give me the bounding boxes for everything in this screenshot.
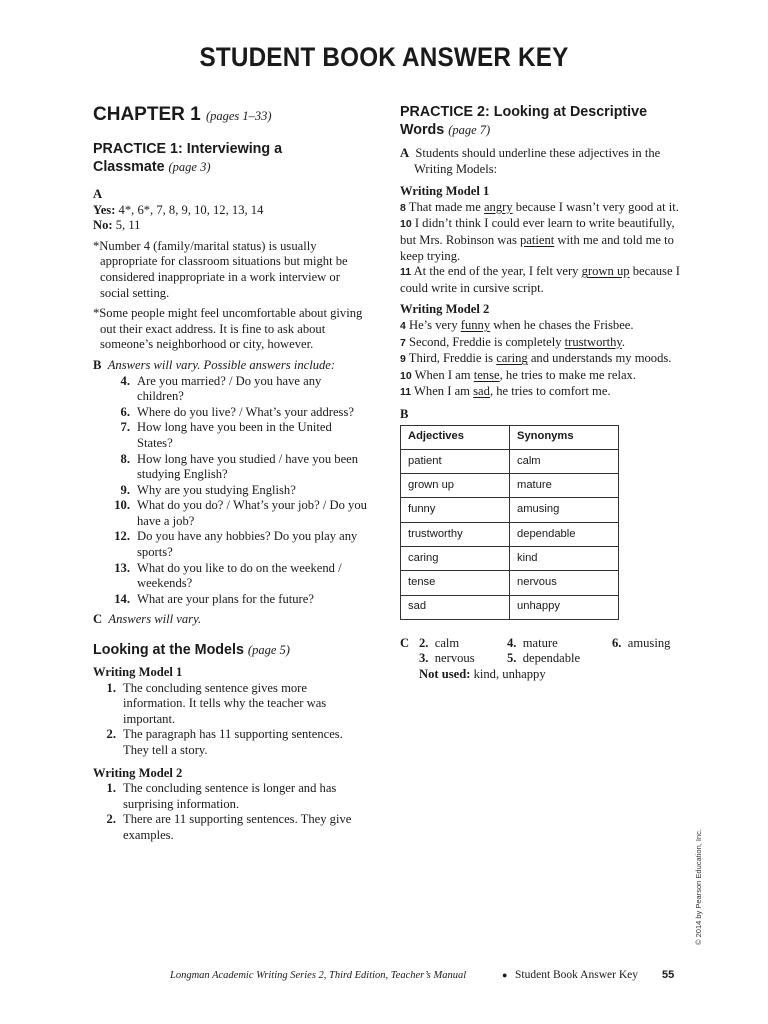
model-sentence (400, 384, 690, 401)
sentence-before: When I am (414, 384, 474, 399)
list-item (93, 452, 368, 483)
note-address: *Some people might feel uncomfortable about giving out their exact address. It is fine to ask about someone’s neighborhood or city, however. (93, 306, 363, 352)
underlined-adjective: angry (483, 199, 513, 214)
c-answer (419, 636, 459, 652)
sentence-after: with me and told me to keep trying. (400, 232, 674, 263)
synonym-cell: calm (510, 449, 619, 473)
adjective-cell: grown up (401, 474, 510, 498)
models-pages: (page 5) (247, 643, 290, 658)
table-row (401, 522, 619, 546)
practice1-c-text: Answers will vary. (108, 612, 202, 627)
sentence-before: Third, Freddie is (408, 351, 497, 366)
left-column (93, 103, 368, 844)
note-family-status: *Number 4 (family/marital status) is usually appropriate for classroom situations but might be considered inappropriate in a work interview or social setting. (93, 238, 348, 300)
sentence-number: 8 (400, 201, 406, 214)
models-title: Looking at the Models (93, 642, 244, 659)
c-answer (507, 636, 558, 652)
list-item-number: 7. (120, 420, 130, 435)
sentence-after: , he tries to comfort me. (489, 384, 611, 399)
list-item-number: 1. (106, 781, 116, 796)
list-item (93, 561, 368, 592)
c-answer-num: 2. (419, 635, 429, 650)
sentence-before: That made me (408, 199, 484, 214)
sentence-number: 7 (400, 336, 406, 349)
practice1-b-label: B (93, 357, 102, 372)
practice1-title-line1: PRACTICE 1: Interviewing a (93, 141, 283, 157)
underlined-adjective: grown up (581, 264, 630, 279)
model-sentence (400, 335, 690, 352)
model-sentence (400, 351, 690, 368)
table-row (401, 449, 619, 473)
adjective-cell: patient (401, 449, 510, 473)
model-sentence (400, 318, 690, 335)
model-sentence (400, 216, 690, 264)
model-sentence (400, 368, 690, 385)
c-answer-text: mature (522, 635, 558, 650)
no-line (93, 218, 368, 234)
c-answer-text: amusing (627, 635, 671, 650)
list-item-text: What are your plans for the future? (137, 591, 314, 606)
footer-series: Longman Academic Writing Series 2, Third Edition, Teacher’s Manual (170, 970, 467, 981)
list-item-text: There are 11 supporting sentences. They give examples. (123, 812, 352, 842)
synonym-cell: unhappy (510, 595, 619, 619)
practice1-pages: (page 3) (168, 160, 211, 174)
sentence-before: I didn’t think I could ever learn to write beautifully, but Mrs. Robinson was (400, 216, 675, 247)
adjective-cell: sad (401, 595, 510, 619)
practice2-wm2-sentences (400, 318, 690, 401)
synonym-cell: mature (510, 474, 619, 498)
practice1-c (93, 612, 368, 628)
sentence-after: when he chases the Frisbee. (490, 317, 634, 332)
list-item (93, 781, 368, 812)
list-item-number: 2. (106, 812, 116, 827)
list-item (93, 483, 368, 499)
chapter-label: CHAPTER 1 (93, 104, 201, 125)
list-item-number: 10. (114, 498, 130, 513)
sentence-after: because I could write in cursive script. (400, 264, 680, 295)
footer-bullet: ● (502, 970, 508, 980)
list-item-text: The concluding sentence is longer and has surprising information. (123, 781, 337, 811)
underlined-adjective: funny (460, 317, 491, 332)
underlined-adjective: patient (520, 232, 555, 247)
models-wm1-label: Writing Model 1 (93, 665, 183, 680)
list-item-text: Are you married? / Do you have any children? (137, 373, 322, 404)
list-item-number: 6. (120, 404, 130, 419)
practice2-title-line1: PRACTICE 2: Looking at Descriptive (400, 104, 648, 120)
yes-values: 4*, 6*, 7, 8, 9, 10, 12, 13, 14 (118, 202, 264, 217)
sentence-number: 11 (400, 266, 412, 279)
practice2-a-text: Students should underline these adjectives in the Writing Models: (414, 146, 661, 176)
synonyms-table (400, 425, 619, 620)
sentence-before: When I am (414, 367, 474, 382)
practice2-c-label: C (400, 635, 410, 650)
list-item (93, 420, 368, 451)
practice2-wm2-label: Writing Model 2 (400, 302, 490, 317)
synonym-cell: nervous (510, 571, 619, 595)
sentence-before: At the end of the year, I felt very (413, 264, 582, 279)
chapter-pages: (pages 1–33) (205, 109, 272, 123)
list-item (93, 681, 368, 728)
table-header-adjectives: Adjectives (401, 425, 510, 449)
copyright-notice: © 2014 by Pearson Education, Inc. (694, 828, 703, 945)
right-column (400, 103, 690, 684)
adjective-cell: tense (401, 571, 510, 595)
practice1-b-list (93, 374, 368, 608)
list-item (93, 592, 368, 608)
list-item (93, 405, 368, 421)
list-item-number: 2. (106, 727, 116, 742)
practice2-wm1-label: Writing Model 1 (400, 184, 490, 199)
c-answer (419, 651, 475, 667)
list-item-text: The concluding sentence gives more information. It tells why the teacher was important. (123, 680, 327, 726)
table-row (401, 474, 619, 498)
c-answer-num: 4. (507, 635, 517, 650)
list-item-text: The paragraph has 11 supporting sentences. They tell a story. (123, 727, 343, 757)
underlined-adjective: caring (496, 351, 528, 366)
list-item (93, 529, 368, 560)
sentence-after: and understands my moods. (527, 351, 672, 366)
practice1-c-label: C (93, 612, 103, 627)
list-item-text: How long have you been in the United States? (137, 420, 332, 450)
table-body (401, 449, 619, 619)
table-row (401, 571, 619, 595)
model-sentence (400, 264, 690, 296)
list-item-number: 14. (114, 591, 130, 606)
list-item-number: 9. (120, 482, 130, 497)
sentence-after: . (621, 334, 626, 349)
list-item-number: 4. (120, 373, 130, 388)
underlined-adjective: tense (473, 367, 500, 382)
practice2-b-label: B (400, 406, 409, 421)
list-item-text: Do you have any hobbies? Do you play any sports? (137, 529, 358, 560)
sentence-number: 9 (400, 353, 406, 366)
practice2-c (400, 636, 690, 684)
list-item-text: How long have you studied / have you been studying English? (137, 451, 359, 482)
footer-section: Student Book Answer Key (515, 969, 638, 981)
sentence-number: 11 (400, 386, 412, 399)
list-item-text: What do you like to do on the weekend / weekends? (137, 560, 342, 591)
list-item-number: 13. (114, 560, 130, 575)
c-answer (612, 636, 670, 652)
practice2-a-label: A (400, 146, 410, 160)
practice1-b-intro (93, 358, 368, 374)
sentence-number: 4 (400, 319, 406, 332)
list-item-text: Why are you studying English? (137, 482, 296, 497)
sentence-before: He’s very (409, 317, 461, 332)
practice2-wm1-sentences (400, 200, 690, 297)
list-item-number: 8. (120, 451, 130, 466)
list-item-number: 12. (114, 529, 130, 544)
list-item (93, 812, 368, 843)
list-item-text: Where do you live? / What’s your address? (137, 404, 354, 419)
models-heading (93, 641, 368, 659)
practice1-b-intro-text: Answers will vary. Possible answers include: (107, 357, 336, 372)
synonym-cell: amusing (510, 498, 619, 522)
table-row (401, 498, 619, 522)
not-used-text: kind, unhappy (473, 667, 546, 682)
synonym-cell: dependable (510, 522, 619, 546)
adjective-cell: funny (401, 498, 510, 522)
list-item-text: What do you do? / What’s your job? / Do you have a job? (137, 498, 367, 528)
adjective-cell: trustworthy (401, 522, 510, 546)
c-answer-text: dependable (522, 651, 581, 666)
c-answer-text: nervous (434, 651, 475, 666)
practice2-heading (400, 103, 690, 139)
models-wm2-label: Writing Model 2 (93, 765, 183, 780)
practice2-a (400, 146, 690, 177)
models-wm2-list (93, 781, 368, 843)
sentence-number: 10 (400, 218, 412, 231)
c-answer (507, 651, 580, 667)
c-answer-num: 6. (612, 635, 622, 650)
model-sentence (400, 200, 690, 217)
table-header-row (401, 425, 619, 449)
table-row (401, 546, 619, 570)
list-item-number: 1. (106, 680, 116, 695)
list-item (93, 498, 368, 529)
practice1-heading (93, 140, 368, 176)
sentence-number: 10 (400, 369, 412, 382)
page-number: 55 (662, 969, 675, 981)
sentence-after: , he tries to make me relax. (499, 367, 636, 382)
synonym-cell: kind (510, 546, 619, 570)
practice2-title-line2: Words (400, 122, 445, 138)
no-label: No: (93, 218, 113, 233)
underlined-adjective: trustworthy (564, 334, 622, 349)
practice2-pages: (page 7) (448, 123, 491, 137)
yes-label: Yes: (93, 202, 116, 217)
not-used-label: Not used: (419, 667, 471, 682)
adjective-cell: caring (401, 546, 510, 570)
practice1-title-line2: Classmate (93, 159, 165, 175)
practice1-a-label: A (93, 187, 103, 201)
c-answer-num: 5. (507, 651, 517, 666)
list-item (93, 374, 368, 405)
c-answer-num: 3. (419, 651, 429, 666)
table-row (401, 595, 619, 619)
yes-line (93, 203, 368, 219)
table-header-synonyms: Synonyms (510, 425, 619, 449)
not-used-line (419, 667, 546, 683)
list-item (93, 727, 368, 758)
underlined-adjective: sad (473, 384, 490, 399)
sentence-after: because I wasn’t very good at it. (512, 199, 679, 214)
no-values: 5, 11 (115, 218, 141, 233)
c-answer-text: calm (434, 635, 460, 650)
models-wm1-list (93, 681, 368, 759)
sentence-before: Second, Freddie is completely (409, 334, 565, 349)
page-title: STUDENT BOOK ANSWER KEY (199, 42, 569, 72)
chapter-heading (93, 103, 368, 128)
